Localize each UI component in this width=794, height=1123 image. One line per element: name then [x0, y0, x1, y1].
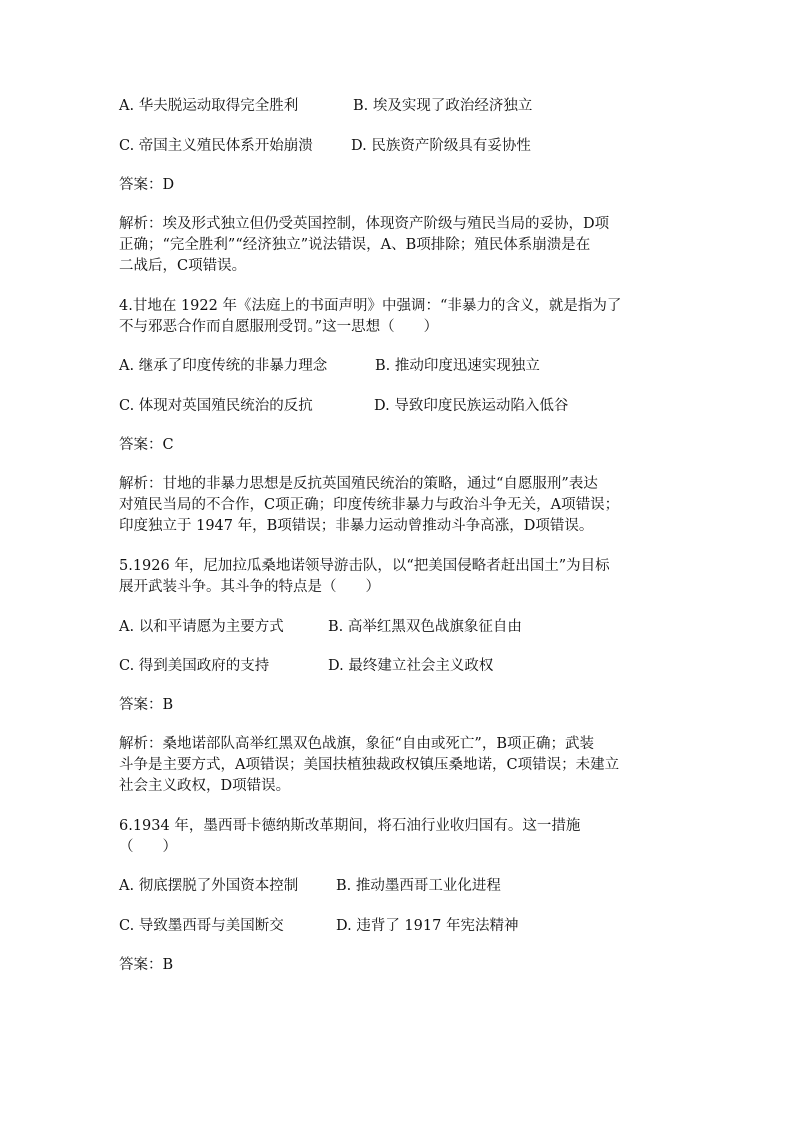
- q3-analysis-line: 解析：埃及形式独立但仍受英国控制，体现资产阶级与殖民当局的妥协，D项: [119, 216, 610, 232]
- q4-stem-line: 不与邪恶合作而自愿服刑受罚。”这一思想（ ）: [119, 319, 439, 335]
- q3-option-b: B. 埃及实现了政治经济独立: [353, 98, 533, 114]
- q3-option-d: D. 民族资产阶级具有妥协性: [351, 138, 531, 154]
- q4-analysis-line: 对殖民当局的不合作，C项正确；印度传统非暴力与政治斗争无关，A项错误；: [119, 497, 620, 513]
- q4-analysis-line: 印度独立于 1947 年，B项错误；非暴力运动曾推动斗争高涨，D项错误。: [119, 518, 594, 534]
- q4-option-c: C. 体现对英国殖民统治的反抗: [119, 398, 313, 414]
- q5-option-b: B. 高举红黑双色战旗象征自由: [328, 619, 522, 635]
- q6-option-d: D. 违背了 1917 年宪法精神: [336, 918, 519, 934]
- q6-stem-line: 6.1934 年，墨西哥卡德纳斯改革期间，将石油行业收归国有。这一措施: [119, 818, 581, 834]
- q3-analysis-line: 正确；“完全胜利”“经济独立”说法错误，A、B项排除；殖民体系崩溃是在: [119, 237, 591, 253]
- q4-stem-line: 4.甘地在 1922 年《法庭上的书面声明》中强调：“非暴力的含义，就是指为了: [119, 298, 622, 314]
- q5-option-c: C. 得到美国政府的支持: [119, 658, 270, 674]
- q4-option-d: D. 导致印度民族运动陷入低谷: [374, 398, 569, 414]
- q4-option-a: A. 继承了印度传统的非暴力理念: [119, 358, 328, 374]
- q6-option-b: B. 推动墨西哥工业化进程: [336, 878, 501, 894]
- q5-option-a: A. 以和平请愿为主要方式: [119, 619, 284, 635]
- q4-analysis-line: 解析：甘地的非暴力思想是反抗英国殖民统治的策略，通过“自愿服刑”表达: [119, 476, 598, 492]
- q5-option-d: D. 最终建立社会主义政权: [328, 658, 494, 674]
- q3-option-c: C. 帝国主义殖民体系开始崩溃: [119, 138, 313, 154]
- q6-option-a: A. 彻底摆脱了外国资本控制: [119, 878, 299, 894]
- q5-stem-line: 展开武装斗争。其斗争的特点是（ ）: [119, 579, 380, 595]
- q5-stem-line: 5.1926 年，尼加拉瓜桑地诺领导游击队，以“把美国侵略者赶出国土”为目标: [119, 558, 610, 574]
- q5-analysis-line: 解析：桑地诺部队高举红黑双色战旗，象征“自由或死亡”，B项正确；武装: [119, 736, 594, 752]
- q5-analysis-line: 斗争是主要方式，A项错误；美国扶植独裁政权镇压桑地诺，C项错误；未建立: [119, 757, 620, 773]
- q5-analysis-line: 社会主义政权，D项错误。: [119, 778, 291, 794]
- q6-option-c: C. 导致墨西哥与美国断交: [119, 918, 284, 934]
- q3-answer: 答案：D: [119, 177, 175, 193]
- q3-analysis-line: 二战后，C项错误。: [119, 258, 247, 274]
- q6-answer: 答案：B: [119, 957, 174, 973]
- q3-option-a: A. 华夫脱运动取得完全胜利: [119, 98, 299, 114]
- q4-option-b: B. 推动印度迅速实现独立: [375, 358, 540, 374]
- q4-answer: 答案：C: [119, 437, 174, 453]
- q6-stem-line: （ ）: [119, 839, 177, 855]
- q5-answer: 答案：B: [119, 697, 174, 713]
